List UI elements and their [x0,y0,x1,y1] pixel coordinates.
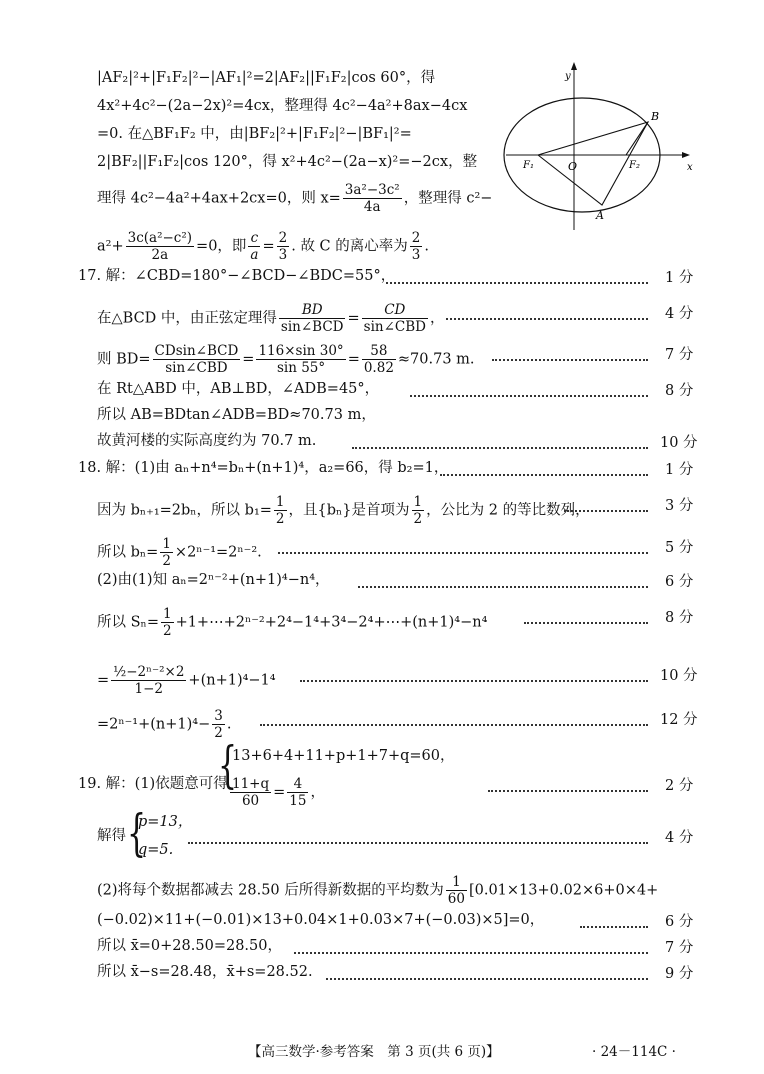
score: 2 分 [665,778,694,794]
ellipse-figure [498,60,698,235]
dot-leader [524,622,648,624]
q18-line-b: 因为 bₙ₊₁=2bₙ，所以 b₁= $\frac{1}{2}$ ，且{bₙ}是首项为 $\frac{1}{2}$ ，公比为 2 的等比数列， [97,494,590,527]
intro-line-1: |AF₂|²+|F₁F₂|²−|AF₁|²=2|AF₂||F₁F₂|cos 60°，得 [97,70,436,86]
q19-line-e: 所以 x̄=0+28.50=28.50， [97,938,282,954]
page-footer: 【高三数学·参考答案 第 3 页(共 6 页)】 [248,1044,500,1060]
fraction: $\frac{4}{15}$ [289,776,307,809]
q17-line-b: 在△BCD 中，由正弦定理得 $\frac{BD}{\text{sin∠BCD}}$ = $\frac{CD}{\text{sin∠CBD}}$ ， [97,302,445,335]
dot-leader [326,978,648,980]
dot-leader [188,842,648,844]
doc-code: · 24－114C · [592,1044,676,1060]
dot-leader [440,474,648,476]
q18-line-g: =2ⁿ⁻¹+(n+1)⁴− $\frac{3}{2}$ . [97,708,232,741]
dot-leader [352,447,648,449]
point-a-label: A [596,209,604,222]
q17-line-e: 所以 AB=BDtan∠ADB=BD≈70.73 m， [97,407,376,423]
fraction: $\frac{BD}{\text{sin∠BCD}}$ [280,302,344,335]
fraction: $\frac{58}{0.82}$ [363,343,394,376]
system-brace: { [127,804,147,862]
score: 8 分 [665,610,694,626]
origin-label: O [568,160,578,173]
q19-solution-p: p=13， [138,814,193,830]
score: 3 分 [665,498,694,514]
fraction: $\frac{\text{3c(a²−c²)}}{2a}$ [127,230,193,263]
q18-line-e: 所以 Sₙ= $\frac{1}{2}$ +1+⋯+2ⁿ⁻²+2⁴−1⁴+3⁴−2⁴+⋯+(n+1)⁴−n⁴ [97,606,488,639]
fraction: $\frac{116\times\sin 30^\circ}{\sin 55^\circ}$ [258,343,344,376]
q17-line-d: 在 Rt△ABD 中，AB⊥BD，∠ADB=45°， [97,381,380,397]
focus-f1-label: F₁ [523,160,534,171]
dot-leader [294,952,648,954]
q17-line-c: 则 BD= $\frac{\text{CDsin∠BCD}}{\text{sin∠CBD}}$ = $\frac{116\times\sin 30^\circ}{\sin 55^\circ}$ = $\frac{58}{0.82}$ ≈70.73 m. [97,343,475,376]
q17-line-a: 17. 解：∠CBD=180°−∠BCD−∠BDC=55°， [78,268,396,284]
fraction: $\frac{\text{3a²−3c²}}{4a}$ [344,182,400,215]
fraction: $\frac{3}{2}$ [214,708,223,741]
dot-leader [358,586,648,588]
intro-line-2: 4x²+4c²−(2a−2x)²=4cx，整理得 4c²−4a²+8ax−4cx [97,98,468,114]
intro-line-4: 2|BF₂||F₁F₂|cos 120°，得 x²+4c²−(2a−x)²=−2cx，整 [97,154,478,170]
q18-line-f: = $\frac{\text{½−2ⁿ⁻²×2}}{1-2}$ +(n+1)⁴−1⁴ [97,664,276,697]
q19-system-eq1: 13+6+4+11+p+1+7+q=60， [232,748,455,764]
dot-leader [300,680,648,682]
q19-line-d: (−0.02)×11+(−0.01)×13+0.04×1+0.03×7+(−0.03)×5]=0， [97,912,545,928]
y-label: y [565,71,571,82]
score: 10 分 [660,668,698,684]
q17-line-f: 故黄河楼的实际高度约为 70.7 m. [97,433,317,449]
x-label: x [687,162,693,173]
y-axis-arrow [571,62,577,70]
fraction: $\frac{c}{a}$ [250,230,259,263]
q19-solution-q: q=5. [138,842,174,858]
score: 6 分 [665,574,694,590]
dot-leader [278,552,648,554]
q19-line-a: 19. 解：(1)依题意可得 [78,776,228,792]
score: 12 分 [660,712,698,728]
score: 1 分 [665,462,694,478]
dot-leader [410,395,648,397]
dot-leader [580,926,648,928]
dot-leader [492,359,648,361]
score: 8 分 [665,383,694,399]
dot-leader [564,510,648,512]
dot-leader [260,724,648,726]
fraction: $\frac{1}{2}$ [162,606,172,639]
dot-leader [446,318,648,320]
fraction: $\frac{1}{2}$ [275,494,285,527]
intro-line-6: a²+ $\frac{\text{3c(a²−c²)}}{2a}$ =0，即 $\frac{c}{a}$ = $\frac{2}{3}$ . 故 C 的离心率为 $\frac{2}{3}$ . [97,230,429,263]
q19-line-b: 解得 [97,828,126,844]
score: 6 分 [665,914,694,930]
fraction: $\frac{CD}{\text{sin∠CBD}}$ [363,302,426,335]
q18-line-d: (2)由(1)知 aₙ=2ⁿ⁻²+(n+1)⁴−n⁴， [97,572,330,588]
fraction: $\frac{\text{CDsin∠BCD}}{\text{sin∠CBD}}$ [154,343,239,376]
point-b-label: B [651,110,660,123]
fraction: $\frac{2}{3}$ [278,230,288,263]
focus-f2-label: F₂ [629,160,640,171]
score: 4 分 [665,830,694,846]
q19-line-f: 所以 x̄−s=28.48，x̄+s=28.52. [97,964,313,980]
score: 7 分 [665,347,694,363]
segment-f2b [626,122,648,155]
score: 4 分 [665,306,694,322]
dot-leader [386,282,648,284]
q19-line-c: (2)将每个数据都减去 28.50 后所得新数据的平均数为 $\frac{1}{60}$ [0.01×13+0.02×6+0×4+ [97,874,659,907]
fraction: $\frac{1}{2}$ [162,536,171,569]
q18-line-a: 18. 解：(1)由 aₙ+n⁴=bₙ+(n+1)⁴，a₂=66，得 b₂=1， [78,460,449,476]
dot-leader [488,790,648,792]
score: 1 分 [665,270,694,286]
system-brace: { [218,736,238,794]
intro-line-5: 理得 4c²−4a²+4ax+2cx=0，则 x= $\frac{\text{3a²−3c²}}{4a}$ ，整理得 c²− [97,182,493,215]
fraction: $\frac{\text{½−2ⁿ⁻²×2}}{1-2}$ [113,664,185,697]
fraction: $\frac{2}{3}$ [411,230,421,263]
q18-line-c: 所以 bₙ= $\frac{1}{2}$ ×2ⁿ⁻¹=2ⁿ⁻². [97,536,262,569]
q19-system-eq2: $\frac{11+q}{60}$ = $\frac{4}{15}$ ， [232,776,325,809]
score: 7 分 [665,940,694,956]
fraction: $\frac{1}{60}$ [447,874,465,907]
fraction: $\frac{11+q}{60}$ [232,776,270,809]
intro-line-3: =0. 在△BF₁F₂ 中，由|BF₂|²+|F₁F₂|²−|BF₁|²= [97,126,412,142]
score: 9 分 [665,966,694,982]
fraction: $\frac{1}{2}$ [413,494,423,527]
score: 10 分 [660,435,698,451]
x-axis-arrow [682,152,690,158]
score: 5 分 [665,540,694,556]
